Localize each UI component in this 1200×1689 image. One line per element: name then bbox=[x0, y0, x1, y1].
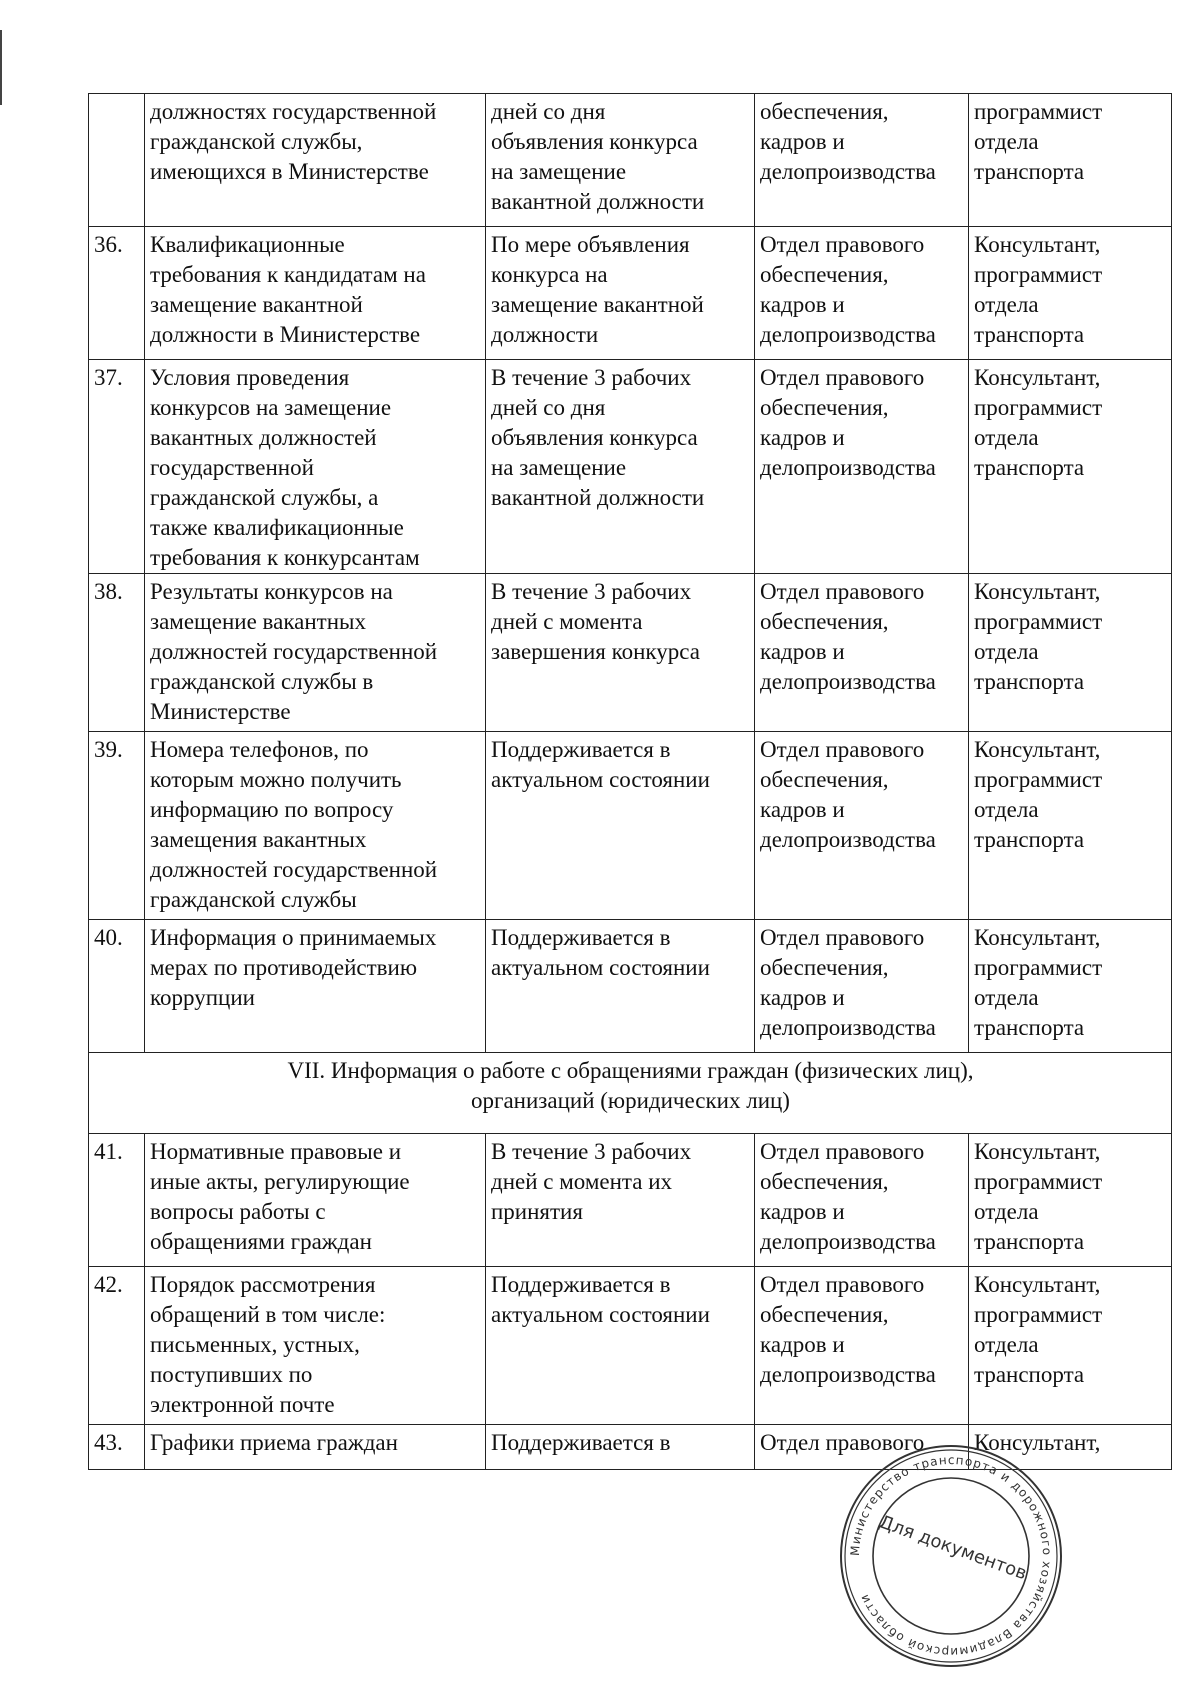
row-number: 41. bbox=[89, 1134, 145, 1267]
row-term: В течение 3 рабочих дней с момента их принятия bbox=[486, 1134, 755, 1267]
table-row bbox=[89, 732, 1172, 920]
row-number: 43. bbox=[89, 1425, 145, 1470]
row-name: Квалификационные требования к кандидатам на замещение вакантной должности в Министерстве bbox=[145, 227, 486, 360]
row-term: По мере объявления конкурса на замещение вакантной должности bbox=[486, 227, 755, 360]
row-number: 40. bbox=[89, 920, 145, 1053]
row-number: 37. bbox=[89, 360, 145, 574]
row-name: Номера телефонов, по которым можно получить информацию по вопросу замещения вакантных должностей государственной гражданской службы bbox=[145, 732, 486, 920]
row-term: дней со дня объявления конкурса на замещение вакантной должности bbox=[486, 94, 755, 227]
table-row bbox=[89, 920, 1172, 1053]
table-row bbox=[89, 1267, 1172, 1425]
table-row bbox=[89, 227, 1172, 360]
row-department: Отдел правового обеспечения, кадров и делопроизводства bbox=[755, 227, 969, 360]
row-responsible: программист отдела транспорта bbox=[969, 94, 1172, 227]
row-department: Отдел правового обеспечения, кадров и делопроизводства bbox=[755, 574, 969, 732]
seal-inner-text: Для документов bbox=[876, 1511, 1030, 1585]
row-term: Поддерживается в bbox=[486, 1425, 755, 1470]
row-responsible: Консультант, программист отдела транспорта bbox=[969, 227, 1172, 360]
row-department: Отдел правового bbox=[755, 1425, 969, 1470]
row-name: Условия проведения конкурсов на замещение вакантных должностей государственной гражданской службы, а также квалификационные требования к конкурсантам bbox=[145, 360, 486, 574]
official-seal bbox=[836, 1441, 1066, 1671]
scan-edge-mark bbox=[0, 30, 2, 105]
row-responsible: Консультант, программист отдела транспорта bbox=[969, 360, 1172, 574]
row-responsible: Консультант, bbox=[969, 1425, 1172, 1470]
seal-graphic bbox=[836, 1441, 1066, 1671]
row-term: В течение 3 рабочих дней с момента завершения конкурса bbox=[486, 574, 755, 732]
section-header-row bbox=[89, 1053, 1172, 1134]
row-term: Поддерживается в актуальном состоянии bbox=[486, 1267, 755, 1425]
row-term: Поддерживается в актуальном состоянии bbox=[486, 920, 755, 1053]
row-number: 39. bbox=[89, 732, 145, 920]
row-name: Нормативные правовые и иные акты, регулирующие вопросы работы с обращениями граждан bbox=[145, 1134, 486, 1267]
table-row-continuation bbox=[89, 94, 1172, 227]
row-responsible: Консультант, программист отдела транспорта bbox=[969, 1134, 1172, 1267]
table-row bbox=[89, 1134, 1172, 1267]
row-responsible: Консультант, программист отдела транспорта bbox=[969, 920, 1172, 1053]
row-responsible: Консультант, программист отдела транспорта bbox=[969, 574, 1172, 732]
table-row bbox=[89, 574, 1172, 732]
row-department: обеспечения, кадров и делопроизводства bbox=[755, 94, 969, 227]
row-responsible: Консультант, программист отдела транспорта bbox=[969, 732, 1172, 920]
seal-outer-text: Министерство транспорта и дорожного хозяйства Владимирской области bbox=[847, 1452, 1055, 1660]
row-department: Отдел правового обеспечения, кадров и делопроизводства bbox=[755, 732, 969, 920]
row-name: Информация о принимаемых мерах по противодействию коррупции bbox=[145, 920, 486, 1053]
row-responsible: Консультант, программист отдела транспорта bbox=[969, 1267, 1172, 1425]
table-row bbox=[89, 360, 1172, 574]
row-term: В течение 3 рабочих дней со дня объявления конкурса на замещение вакантной должности bbox=[486, 360, 755, 574]
info-table bbox=[88, 93, 1172, 1470]
row-term: Поддерживается в актуальном состоянии bbox=[486, 732, 755, 920]
section-title: VII. Информация о работе с обращениями граждан (физических лиц), организаций (юридических лиц) bbox=[89, 1053, 1172, 1134]
row-number: 38. bbox=[89, 574, 145, 732]
row-name: Порядок рассмотрения обращений в том числе: письменных, устных, поступивших по электронной почте bbox=[145, 1267, 486, 1425]
row-department: Отдел правового обеспечения, кадров и делопроизводства bbox=[755, 360, 969, 574]
row-number bbox=[89, 94, 145, 227]
row-department: Отдел правового обеспечения, кадров и делопроизводства bbox=[755, 1267, 969, 1425]
row-name: Результаты конкурсов на замещение вакантных должностей государственной гражданской службы в Министерстве bbox=[145, 574, 486, 732]
row-name: должностях государственной гражданской службы, имеющихся в Министерстве bbox=[145, 94, 486, 227]
row-name: Графики приема граждан bbox=[145, 1425, 486, 1470]
row-number: 42. bbox=[89, 1267, 145, 1425]
row-number: 36. bbox=[89, 227, 145, 360]
row-department: Отдел правового обеспечения, кадров и делопроизводства bbox=[755, 1134, 969, 1267]
row-department: Отдел правового обеспечения, кадров и делопроизводства bbox=[755, 920, 969, 1053]
